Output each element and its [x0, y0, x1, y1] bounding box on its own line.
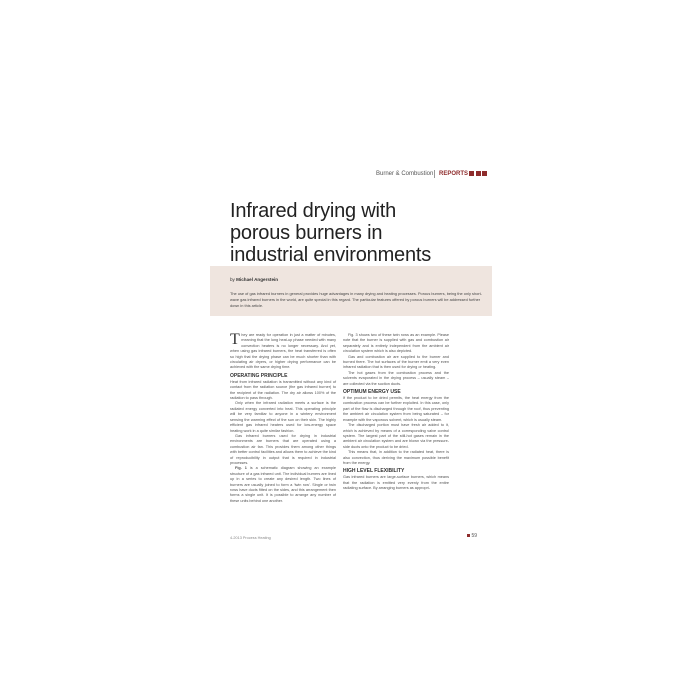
section-label: Burner & Combustion	[376, 171, 434, 177]
paragraph: Only when the infrared radiation meets a surface is the radiated energy converted into heat. This operating principle will be very familiar to anyone in a wintery environment sensing the warming effect of the sun on their skin. The highly efficient gas infrared heaters used for low-energy space heating work in a quite similar fashion.	[230, 401, 336, 433]
footer-issue: 4-2013 Process Heating	[230, 536, 271, 540]
paragraph: Heat from infrared radiation is transmitted without any kind of contact from the radiation source (the gas infrared burner) to the recipient of the radiation. The dry air allows 100% of the radiation to pass through.	[230, 379, 336, 401]
paragraph: The hot gases from the combustion process and the solvents evaporated in the drying process – usually steam – are collected via the suction ducts.	[343, 370, 449, 386]
author-name: Michael Angerstein	[236, 277, 279, 282]
paragraph: Fig. 1 is a schematic diagram showing an example structure of a gas infrared unit. The individual burners are lined up in a series to create any desired length. Two lines of burners are usually joined to form a 'twin row'. Single or twin rows have ducts fitted on the sides, and this arrangement then forms a single unit. It is possible to arrange any number of these units behind one another.	[230, 466, 336, 503]
section-heading: OPTIMUM ENERGY USE	[343, 389, 401, 396]
dropcap: T	[230, 331, 240, 348]
page-header	[166, 168, 496, 180]
category-label: REPORTS	[439, 171, 469, 177]
figure-reference: Fig. 1	[235, 466, 247, 471]
author-line	[230, 277, 278, 282]
accent-squares-icon	[469, 171, 493, 177]
right-column	[343, 333, 449, 492]
paragraph: Gas infrared burners are large-surface burners, which means that the radiation is emitted very evenly from the entire radiating surface. By arranging burners as appropri-	[343, 475, 449, 491]
paragraph: Gas and combustion air are supplied to the burner and burned there. The hot surfaces of the burner emit a very even infrared radiation that is then used for drying or heating.	[343, 354, 449, 370]
page-marker-icon	[467, 534, 470, 537]
paragraph: If the product to be dried permits, the heat energy from the combustion process can be further exploited. In this case, only part of the flow is discharged through the roof, thus preventing the ambient air circulation system from being saturated – for example with the vaporous solvent, which is usually steam.	[343, 396, 449, 422]
paragraph: The discharged portion must have fresh air added to it, which is achieved by means of a corresponding valve control system. The largest part of the still-hot gases remain in the ambient air circulation system and are blown via the pressure-side ducts onto the product to be dried.	[343, 423, 449, 449]
paragraph: This means that, in addition to the radiated heat, there is also convection, thus deriving the maximum possible benefit from the energy.	[343, 450, 449, 465]
abstract: The use of gas infrared burners in general provides huge advantages in many drying and heating processes. Porous burners, being the only short-wave gas infrared burners in the world, are quite special in this regard. The particular features offered by porous burners will be addressed further down in this article.	[230, 291, 482, 308]
section-heading: HIGH LEVEL FLEXIBILITY	[343, 468, 405, 475]
header-divider	[434, 170, 435, 178]
left-column	[230, 333, 336, 504]
paragraph: Fig. 3 shows two of these twin rows as an example. Please note that the burner is supplied with gas and combustion air separately and is entirely independent from the ambient air circulation system which is also depicted.	[343, 333, 449, 354]
paragraph: Gas infrared burners used for drying in industrial environments are burners that are operated using a combustion air fan. This provides them among other things with better control facilities and allows them to achieve the kind of reproducibility in output that is required in industrial processes.	[230, 433, 336, 465]
article-title: Infrared drying with porous burners in industrial environments	[230, 200, 432, 266]
section-heading: OPERATING PRINCIPLE	[230, 372, 288, 379]
author-prefix: by	[230, 277, 235, 282]
paragraph: They are ready for operation in just a matter of minutes, meaning that the long heat-up phase needed with many convection heaters is no longer necessary. And yet, when using gas infrared burners, the heat transferred is often so high that the drying phase can be much shorter than with circulating air dryers, or higher drying performance can be achieved with the same drying time.	[230, 331, 336, 370]
page-number: 59	[467, 533, 477, 539]
